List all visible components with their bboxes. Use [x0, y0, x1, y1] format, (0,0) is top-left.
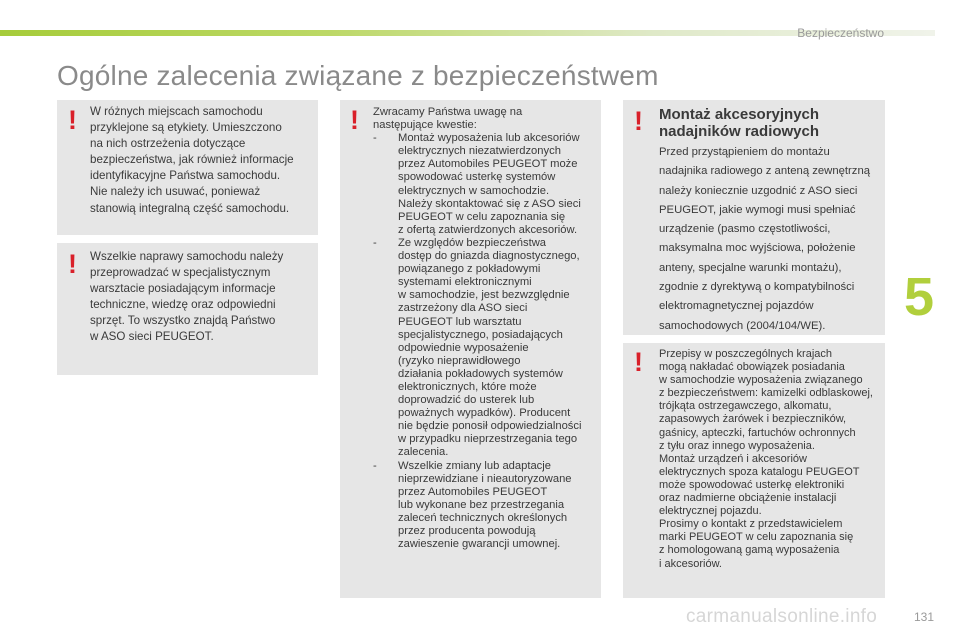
warning-icon: ! [68, 249, 77, 279]
accessories-warning-text: Zwracamy Państwa uwagę na następujące kwestie: - Montaż wyposażenia lub akcesoriów elektrycznych niezatwierdzonych przez Automobiles PEUGEOT może spowodować usterkę systemów elektrycznych w samochodzie. Należy skontaktować się z ASO sieci PEUGEOT w celu zapoznania się z ofertą zatwierdzonych akcesoriów. - Ze względów bezpieczeństwa dostęp do gniazda diagnostycznego, powiązanego z pokładowymi systemami elektronicznymi w samochodzie, jest bezwzględnie zastrzeżony dla ASO sieci PEUGEOT lub warsztatu specjalistycznego, posiadających odpowiednie wyposażenie (ryzyko nieprawidłowego działania pokładowych systemów elektronicznych, które może doprowadzić do usterek lub poważnych wypadków). Producent nie będzie ponosił odpowiedzialności w przypadku nieprzestrzegania tego zalecenia. - Wszelkie zmiany lub adaptacje nieprzewidziane i nieautoryzowane przez Automobiles PEUGEOT lub wykonane bez przestrzegania zaleceń technicznych określonych przez producenta powodują zawieszenie gwarancji umownej. [373, 106, 599, 551]
list-item: - Wszelkie zmiany lub adaptacje nieprzewidziane i nieautoryzowane przez Automobiles PEUGEOT lub wykonane bez przestrzegania zaleceń technicznych określonych przez producenta powodują zawieszenie gwarancji umownej. [373, 459, 572, 551]
radio-transmitters-text: Przed przystąpieniem do montażu nadajnika radiowego z anteną zewnętrzną należy koniecznie uzgodnić z ASO sieci PEUGEOT, jakie wymogi musi spełniać urządzenie (pasmo częstotliwości, maksymalna moc wyjściowa, położenie anteny, specjalne warunki montażu), zgodnie z dyrektywą o kompatybilności elektromagnetycznej pojazdów samochodowych (2004/104/WE). [659, 146, 871, 332]
warning-icon: ! [68, 105, 77, 135]
warning-icon: ! [634, 347, 643, 377]
radio-transmitters-title: Montaż akcesoryjnych nadajników radiowych [659, 106, 820, 140]
page-title: Ogólne zalecenia związane z bezpieczeństwem [57, 60, 659, 91]
watermark: carmanualsonline.info [686, 606, 878, 627]
labels-warning-text: W różnych miejscach samochodu przyklejone są etykiety. Umieszczono na nich ostrzeżenia dotyczące bezpieczeństwa, jak również informacje identyfikacyjne Państwa samochodu. Nie należy ich usuwać, ponieważ stanowią integralną część samochodu. [90, 105, 294, 215]
section-label: Bezpieczeństwo [797, 26, 884, 40]
header-accent-bar [0, 30, 935, 36]
regulations-warning-text: Przepisy w poszczególnych krajach mogą nakładać obowiązek posiadania w samochodzie wyposażenia związanego z bezpieczeństwem: kamizelki odblaskowej, trójkąta ostrzegawczego, alkomatu, zapasowych żarówek i bezpieczników, gaśnicy, apteczki, fartuchów ochronnych z tyłu oraz innego wyposażenia. Montaż urządzeń i akcesoriów elektrycznych spoza katalogu PEUGEOT może spowodować usterkę elektroniki oraz nadmierne obciążenie instalacji elektrycznej pojazdu. Prosimy o kontakt z przedstawicielem marki PEUGEOT w celu zapoznania się z homologowaną gamą wyposażenia i akcesoriów. [659, 348, 873, 570]
warning-icon: ! [350, 105, 359, 135]
chapter-number: 5 [904, 267, 935, 327]
page-number: 131 [914, 610, 935, 624]
list-item: - Ze względów bezpieczeństwa dostęp do gniazda diagnostycznego, powiązanego z pokładowymi systemami elektronicznymi w samochodzie, jest bezwzględnie zastrzeżony dla ASO sieci PEUGEOT lub warsztatu specjalistycznego, posiadających odpowiednie wyposażenie (ryzyko nieprawidłowego działania pokładowych systemów elektronicznych, które może doprowadzić do usterek lub poważnych wypadków). Producent nie będzie ponosił odpowiedzialności w przypadku nieprzestrzegania tego zalecenia. [373, 236, 582, 459]
list-item: - Montaż wyposażenia lub akcesoriów elektrycznych niezatwierdzonych przez Automobiles PEUGEOT może spowodować usterkę systemów elektrycznych w samochodzie. Należy skontaktować się z ASO sieci PEUGEOT w celu zapoznania się z ofertą zatwierdzonych akcesoriów. [373, 132, 581, 236]
warning-icon: ! [634, 106, 643, 136]
repairs-warning-text: Wszelkie naprawy samochodu należy przeprowadzać w specjalistycznym warsztacie posiadającym informacje techniczne, wiedzę oraz odpowiedni sprzęt. To wszystko znajdą Państwo w ASO sieci PEUGEOT. [90, 250, 284, 344]
